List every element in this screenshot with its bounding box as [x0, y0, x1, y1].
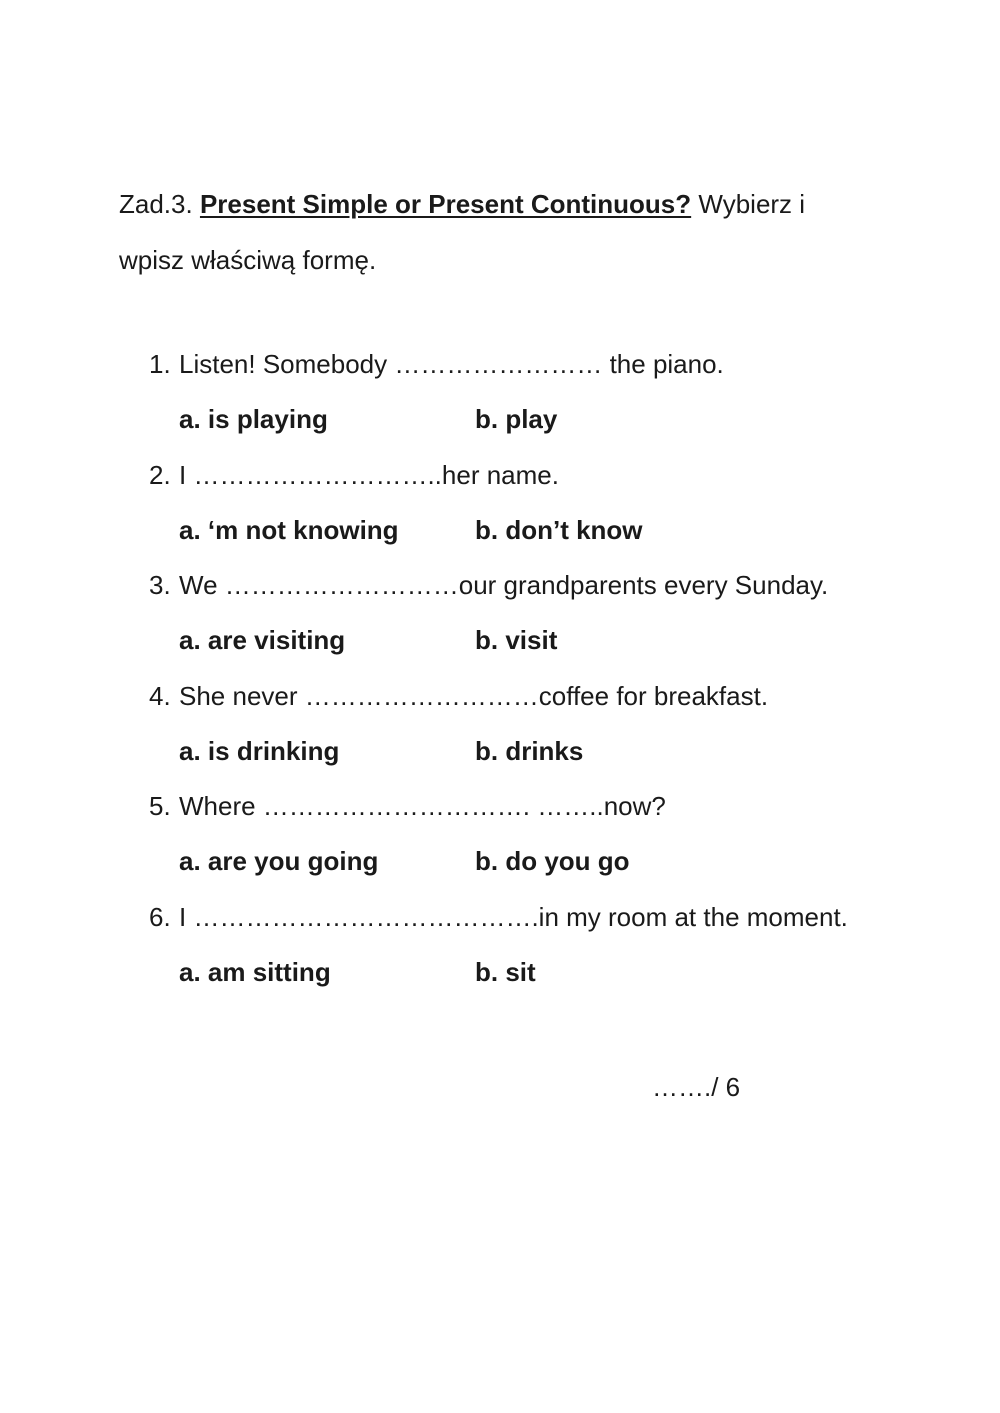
question-1	[149, 338, 929, 449]
task-header	[119, 176, 839, 288]
question-3	[149, 559, 929, 670]
question-number: 2.	[149, 459, 171, 490]
question-6	[149, 891, 929, 1002]
option-a[interactable]: a. is drinking	[179, 735, 340, 766]
option-b[interactable]: b. visit	[475, 625, 558, 655]
question-text: Listen! Somebody …………………… the piano.	[179, 349, 724, 379]
question-stem	[149, 457, 559, 493]
question-text: Where …………………………. ……..now?	[179, 791, 666, 821]
option-a[interactable]: a. are you going	[179, 846, 379, 876]
question-list	[149, 338, 929, 1001]
task-title: Present Simple or Present Continuous?	[199, 189, 692, 219]
task-instruction-part1: Wybierz i	[698, 189, 806, 219]
question-stem	[149, 899, 848, 935]
task-prefix: Zad.3.	[119, 189, 193, 219]
question-number: 5.	[149, 791, 171, 821]
question-number: 3.	[149, 570, 171, 600]
option-a[interactable]: a. are visiting	[179, 625, 346, 655]
question-stem	[149, 788, 666, 824]
question-text: I ………………………..her name.	[179, 459, 559, 490]
task-instruction-part2: wpisz właściwą formę.	[119, 245, 377, 275]
option-a[interactable]: a. am sitting	[179, 956, 331, 987]
question-2	[149, 449, 929, 560]
question-number: 1.	[149, 349, 171, 379]
question-stem	[149, 678, 768, 714]
question-text: We ………………………our grandparents every Sunday.	[179, 570, 829, 600]
option-b[interactable]: b. play	[475, 404, 558, 434]
question-text: I ………………………………….in my room at the moment.	[179, 901, 848, 932]
question-number: 4.	[149, 680, 171, 711]
option-a[interactable]: a. ‘m not knowing	[179, 514, 399, 545]
question-stem	[149, 567, 828, 603]
question-text: She never ………………………coffee for breakfast.	[179, 680, 769, 711]
question-number: 6.	[149, 901, 171, 932]
option-b[interactable]: b. do you go	[475, 846, 630, 876]
score-field: ……./ 6	[652, 1072, 741, 1102]
option-b[interactable]: b. drinks	[475, 735, 584, 766]
question-5	[149, 780, 929, 891]
question-stem	[149, 346, 724, 382]
option-b[interactable]: b. sit	[475, 956, 536, 987]
option-b[interactable]: b. don’t know	[475, 514, 643, 545]
question-4	[149, 670, 929, 781]
option-a[interactable]: a. is playing	[179, 404, 328, 434]
